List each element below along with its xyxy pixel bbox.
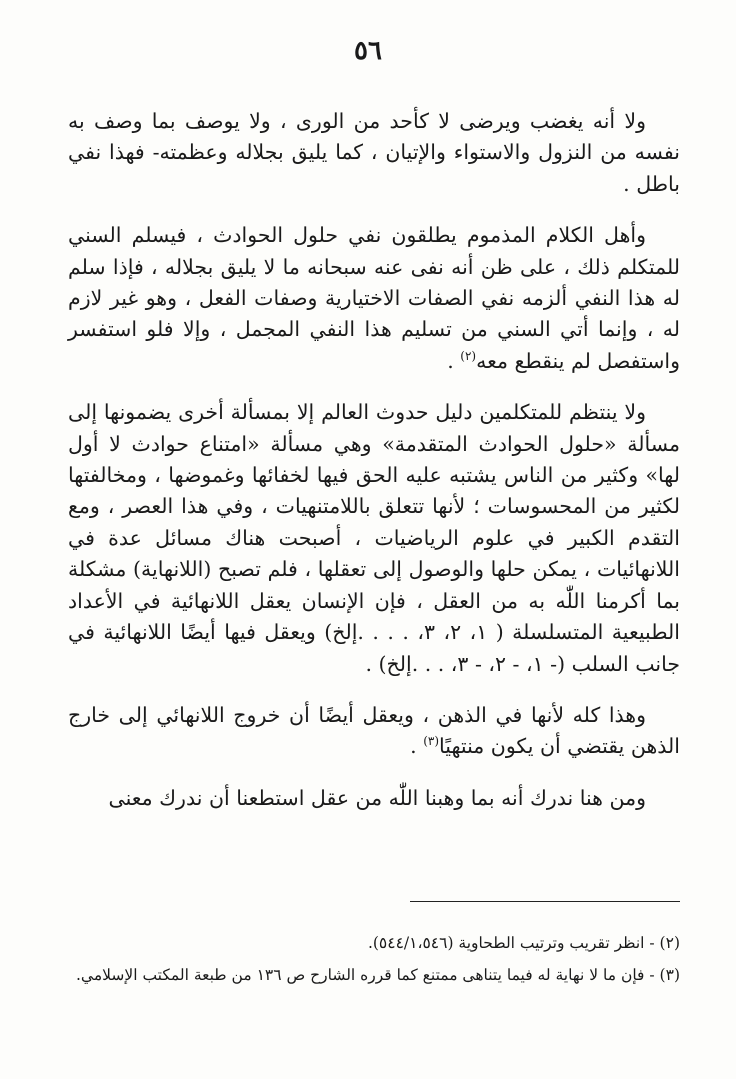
paragraph-4-end: .: [410, 734, 424, 759]
footnote-separator: [410, 901, 680, 902]
footnotes: [68, 930, 680, 994]
footnote-3: (٣) - فإن ما لا نهاية له فيما يتناهى ممتنع كما قرره الشارح ص ١٣٦ من طبعة المكتب الإسلامي.: [75, 966, 680, 984]
footnote-ref-3: (٣): [423, 734, 440, 749]
paragraph-2-end: .: [447, 348, 461, 373]
paragraph-2-text: وأهل الكلام المذموم يطلقون نفي حلول الحوادث ، فيسلم السني للمتكلم ذلك ، على ظن أنه نفى عنه سبحانه ما لا يليق بجلاله ، فإذا سلم له هذا النفي ألزمه نفي الصفات الاختيارية وصفات الفعل ، وهو غير لازم له ، وإنما أتي السني من تسليم هذا النفي المجمل ، وإلا فلو استفسر واستفصل لم ينقطع معه: [68, 223, 680, 373]
paragraph-4-text: وهذا كله لأنها في الذهن ، ويعقل أيضًا أن خروج اللانهائي إلى خارج الذهن يقتضي أن يكون منتهيًا: [68, 702, 680, 759]
paragraph-5: [68, 783, 680, 814]
paragraph-3: [68, 397, 680, 680]
paragraph-3-text: ولا ينتظم للمتكلمين دليل حدوث العالم إلا بمسألة أخرى يضمونها إلى مسألة «حلول الحوادث المتقدمة» وهي مسألة «امتناع حوادث لا أول لها» وكثير من الناس يشتبه عليه الحق فيها لخفائها وغموضها ، ومخالفتها لكثير من المحسوسات ؛ لأنها تتعلق باللامتنهيات ، وفي هذا العصر ، ومع التقدم الكبير في علوم الرياضيات ، أصبحت هناك مسائل عدة في اللانهائيات ، يمكن حلها والوصول إلى تعقلها ، فلم تصبح (اللانهاية) مشكلة بما أكرمنا اللّٰه به من العقل ، فإن الإنسان يعقل اللانهائية في الأعداد الطبيعية المتسلسلة ( ١، ٢، ٣، . . . .إلخ) ويعقل فيها أيضًا اللانهائية في جانب السلب (- ١، - ٢، - ٣، . . .إلخ) .: [68, 400, 680, 676]
footnote-2: (٢) - انظر تقريب وترتيب الطحاوية (٥٤٤/١،٥٤٦).: [367, 934, 680, 952]
paragraph-1: [68, 106, 680, 200]
page-number: ٥٦: [354, 36, 382, 66]
paragraph-5-text: ومن هنا ندرك أنه بما وهبنا اللّٰه من عقل استطعنا أن ندرك معنى: [108, 785, 646, 810]
footnote-ref-2: (٢): [460, 349, 477, 364]
main-text: [68, 106, 680, 814]
paragraph-1-text: ولا أنه يغضب ويرضى لا كأحد من الورى ، ولا يوصف بما وصف به نفسه من النزول والاستواء والإتيان ، كما يليق بجلاله وعظمته- فهذا نفي باطل .: [68, 109, 680, 196]
paragraph-4: [68, 700, 680, 763]
paragraph-2: [68, 220, 680, 377]
